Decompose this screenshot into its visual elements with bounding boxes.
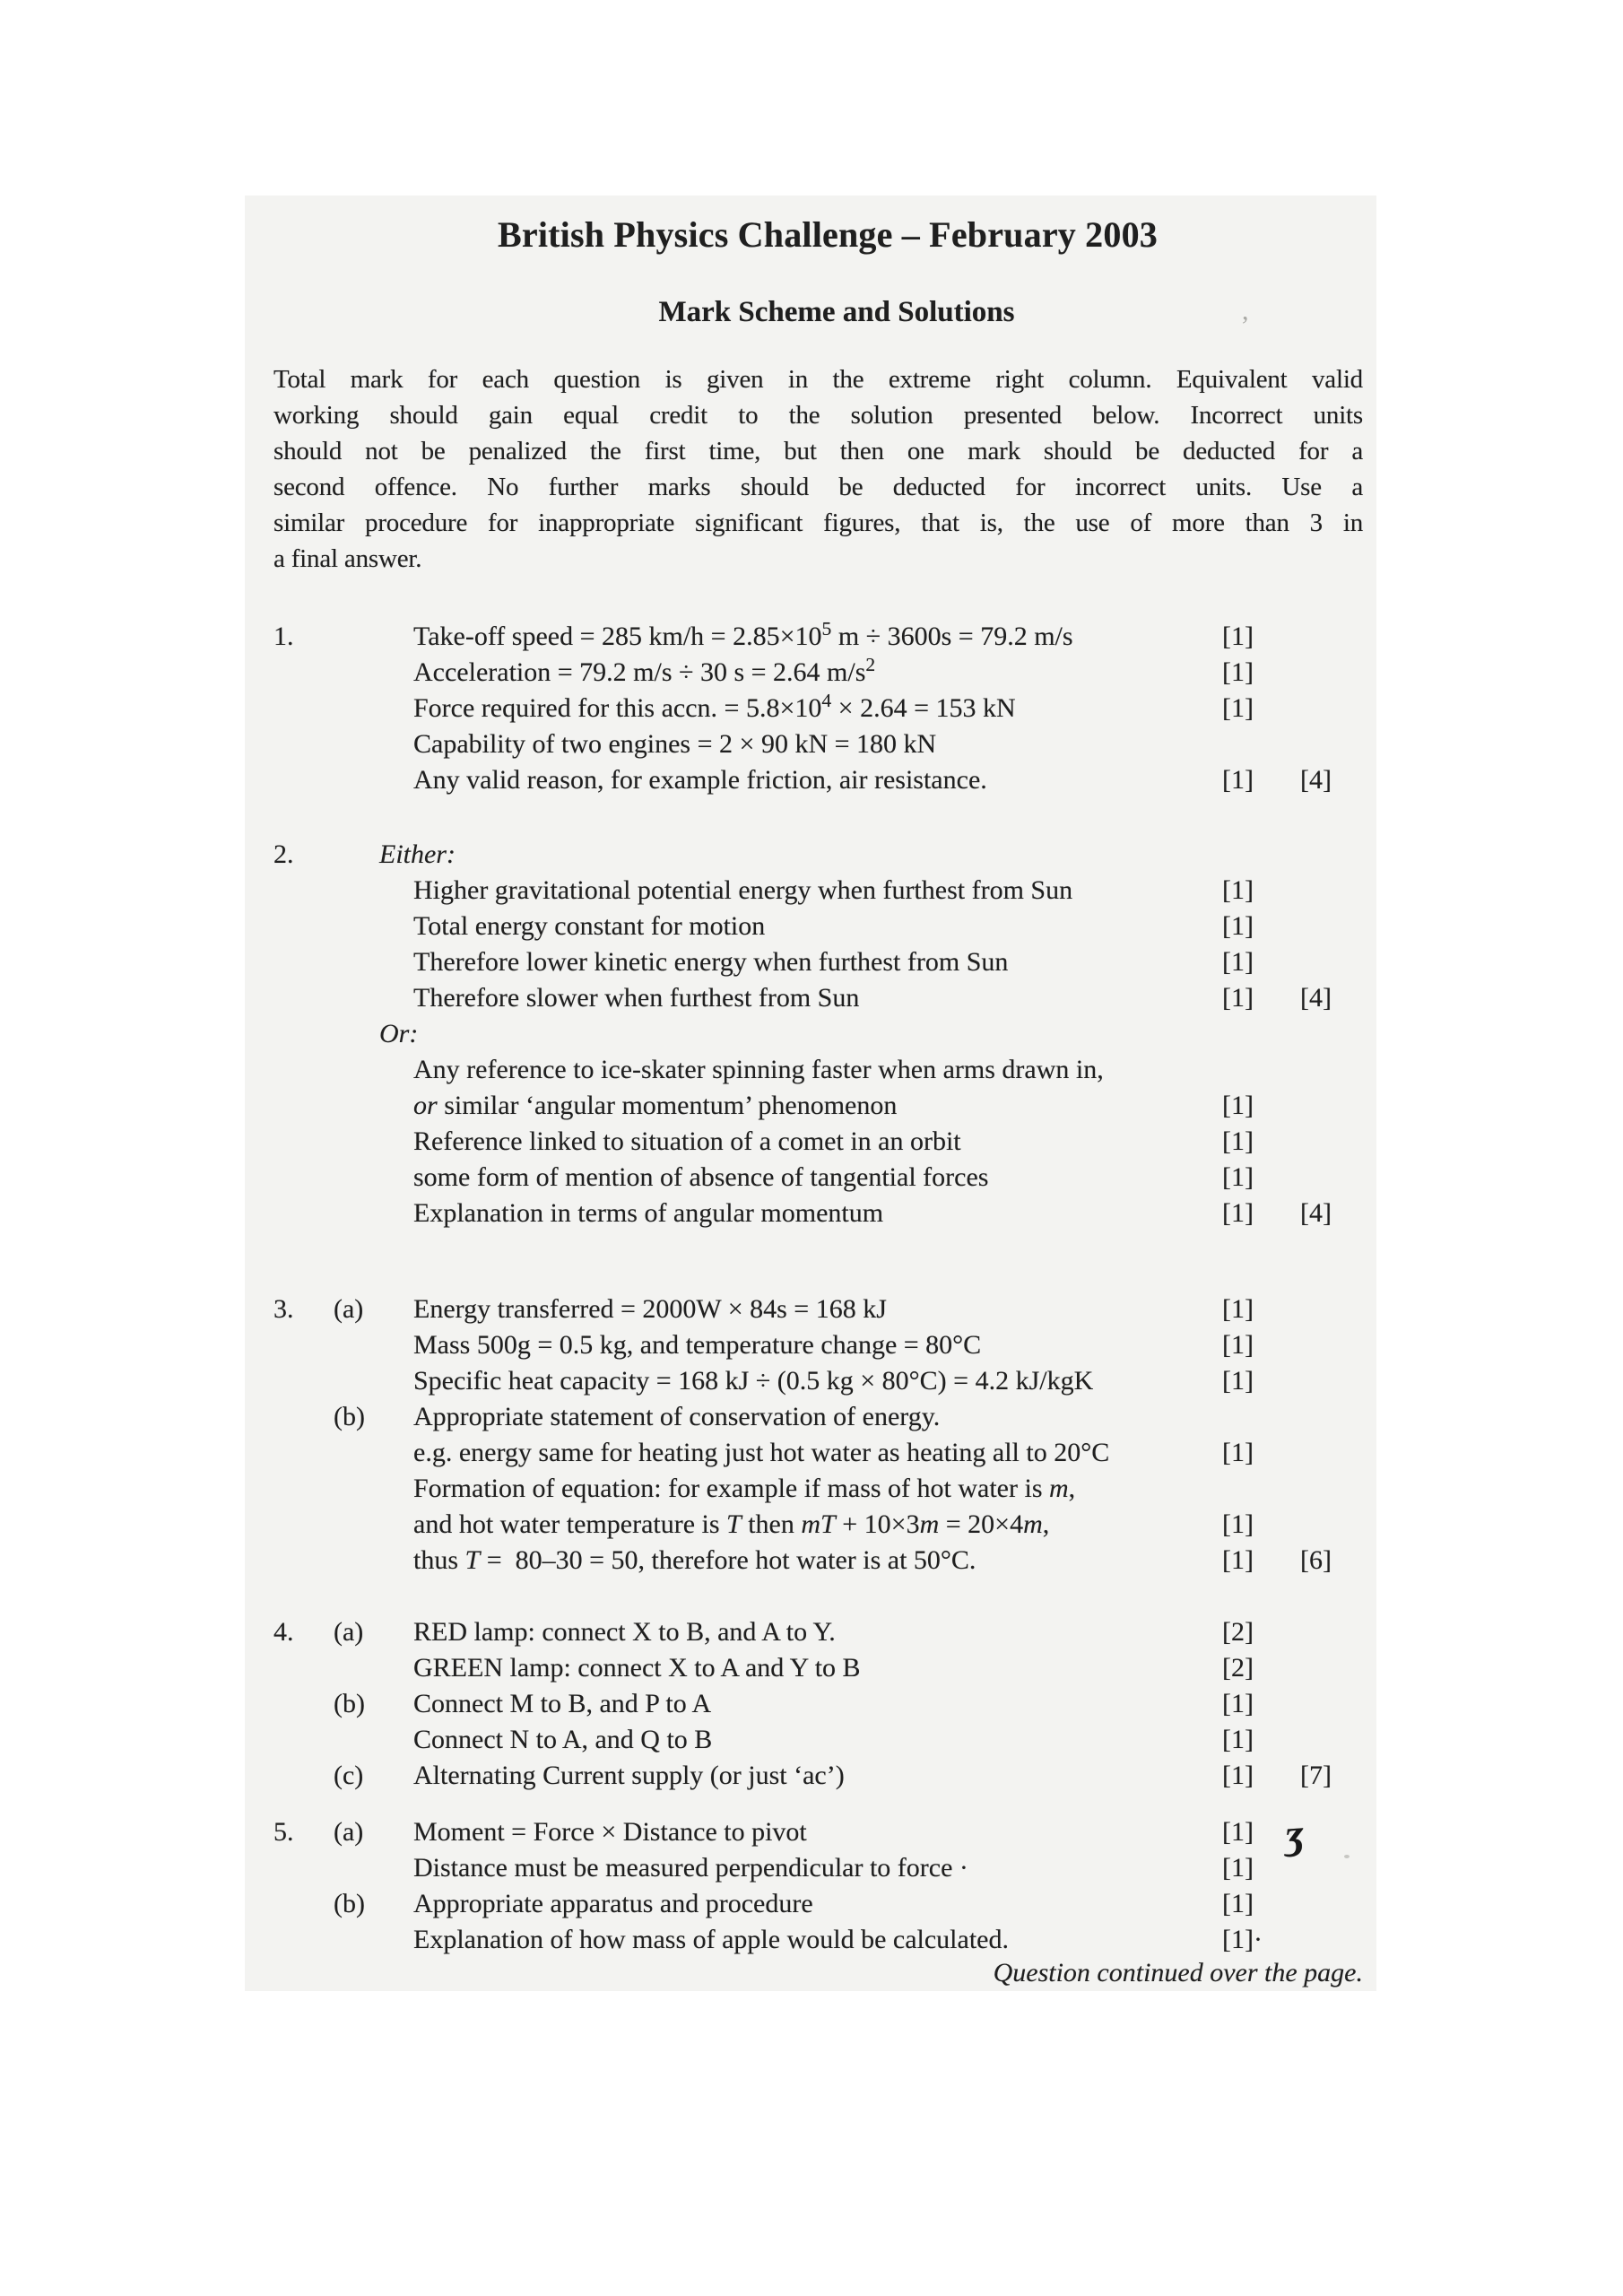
mark-total: [6] bbox=[1300, 1545, 1332, 1575]
mark-per-item: [1] bbox=[1222, 1509, 1254, 1539]
part-letter bbox=[334, 655, 413, 691]
solution-row bbox=[273, 1886, 1363, 1922]
question-number bbox=[273, 1686, 334, 1722]
text-segment: Total energy constant for motion bbox=[413, 911, 766, 941]
mark-total bbox=[1300, 1363, 1363, 1399]
italic-symbol: m bbox=[1049, 1474, 1069, 1503]
mark-total bbox=[1300, 726, 1363, 762]
text-segment: Take-off speed = 285 km/h = 2.85×10 bbox=[413, 622, 822, 651]
solution-text bbox=[413, 1886, 1222, 1922]
solution-row bbox=[273, 726, 1363, 762]
solution-row bbox=[273, 1850, 1363, 1886]
part-letter bbox=[334, 1507, 413, 1543]
mark-per-item: [1] bbox=[1222, 911, 1254, 941]
solution-row bbox=[273, 619, 1363, 655]
intro-line: working should gain equal credit to the solution presented below. Incorrect units bbox=[273, 401, 1363, 430]
alternative-label: Either: bbox=[379, 839, 456, 869]
part-letter bbox=[334, 762, 413, 798]
mark-per-item bbox=[1222, 1399, 1300, 1435]
question-block bbox=[273, 1810, 1363, 1958]
text-segment: m ÷ 3600s = 79.2 m/s bbox=[831, 622, 1073, 651]
mark-per-item bbox=[1222, 837, 1300, 873]
part-letter bbox=[334, 1922, 413, 1958]
question-number bbox=[273, 1124, 334, 1160]
mark-total bbox=[1300, 1507, 1363, 1543]
text-segment: Alternating Current supply (or just ‘ac’) bbox=[413, 1761, 845, 1790]
text-segment: Specific heat capacity = 168 kJ ÷ (0.5 kg × 80°C) = 4.2 kJ/kgK bbox=[413, 1366, 1094, 1396]
question-block bbox=[273, 619, 1363, 798]
question-number: 2. bbox=[273, 839, 294, 869]
part-letter bbox=[334, 1650, 413, 1686]
solution-row bbox=[273, 1124, 1363, 1160]
solution-row bbox=[273, 1435, 1363, 1471]
mark-per-item: [1] bbox=[1222, 983, 1254, 1013]
mark-per-item: [1] bbox=[1222, 1091, 1254, 1120]
solution-text bbox=[413, 944, 1222, 980]
italic-symbol: or bbox=[413, 1091, 438, 1120]
solution-text bbox=[413, 1196, 1222, 1231]
part-letter: (b) bbox=[334, 1689, 365, 1718]
solution-text bbox=[413, 1722, 1222, 1758]
question-number bbox=[273, 1016, 334, 1052]
text-segment: Explanation in terms of angular momentum bbox=[413, 1198, 884, 1228]
mark-total bbox=[1300, 1650, 1363, 1686]
mark-per-item: [1]· bbox=[1222, 1925, 1263, 1954]
solution-text bbox=[413, 1088, 1222, 1124]
intro-line: similar procedure for inappropriate significant figures, that is, the use of more than 3 in bbox=[273, 509, 1363, 537]
part-letter bbox=[334, 1327, 413, 1363]
part-letter: (b) bbox=[334, 1402, 365, 1431]
part-letter: (a) bbox=[334, 1294, 364, 1324]
solution-row bbox=[273, 655, 1363, 691]
document-subtitle: Mark Scheme and Solutions bbox=[658, 296, 1015, 328]
text-segment: similar ‘angular momentum’ phenomenon bbox=[437, 1091, 898, 1120]
solution-row bbox=[273, 944, 1363, 980]
question-number bbox=[273, 1435, 334, 1471]
text-segment: thus bbox=[413, 1545, 465, 1575]
solution-row bbox=[273, 980, 1363, 1016]
solution-row bbox=[273, 1292, 1363, 1327]
solution-text bbox=[413, 1507, 1222, 1543]
part-letter bbox=[334, 1850, 413, 1886]
question-number bbox=[273, 655, 334, 691]
mark-total bbox=[1300, 944, 1363, 980]
part-letter bbox=[334, 619, 413, 655]
mark-total bbox=[1300, 691, 1363, 726]
mark-per-item: [1] bbox=[1222, 1853, 1254, 1883]
solution-text bbox=[413, 1363, 1222, 1399]
text-segment: Mass 500g = 0.5 kg, and temperature change = 80°C bbox=[413, 1330, 982, 1360]
mark-total bbox=[1300, 1016, 1363, 1052]
continued-note: Question continued over the page. bbox=[993, 1958, 1363, 1987]
part-letter bbox=[334, 980, 413, 1016]
solution-row bbox=[273, 1814, 1363, 1850]
mark-total: [4] bbox=[1300, 1198, 1332, 1228]
intro-line: Total mark for each question is given in the extreme right column. Equivalent valid bbox=[273, 365, 1363, 394]
mark-per-item: [1] bbox=[1222, 622, 1254, 651]
text-segment: Capability of two engines = 2 × 90 kN = 180 kN bbox=[413, 729, 937, 759]
question-number bbox=[273, 1886, 334, 1922]
question-number bbox=[273, 909, 334, 944]
text-segment: Explanation of how mass of apple would be calculated. bbox=[413, 1925, 1009, 1954]
mark-total bbox=[1300, 1886, 1363, 1922]
mark-total bbox=[1300, 1292, 1363, 1327]
solution-text bbox=[413, 1814, 1222, 1850]
mark-per-item bbox=[1222, 1016, 1300, 1052]
part-letter bbox=[334, 1160, 413, 1196]
mark-total bbox=[1300, 837, 1363, 873]
alternative-label: Or: bbox=[379, 1019, 419, 1048]
question-block bbox=[273, 1614, 1363, 1794]
intro-line: second offence. No further marks should be deducted for incorrect units. Use a bbox=[273, 473, 1363, 501]
question-number bbox=[273, 726, 334, 762]
mark-per-item: [1] bbox=[1222, 1817, 1254, 1847]
question-number bbox=[273, 980, 334, 1016]
part-letter: (c) bbox=[334, 1761, 364, 1790]
solution-text bbox=[413, 1124, 1222, 1160]
solution-row bbox=[273, 909, 1363, 944]
mark-total bbox=[1300, 1614, 1363, 1650]
mark-total bbox=[1300, 1686, 1363, 1722]
text-segment: Force required for this accn. = 5.8×10 bbox=[413, 693, 822, 723]
part-letter: (a) bbox=[334, 1617, 364, 1647]
mark-per-item: [1] bbox=[1222, 1126, 1254, 1156]
text-segment: RED lamp: connect X to B, and A to Y. bbox=[413, 1617, 836, 1647]
mark-per-item bbox=[1222, 1052, 1300, 1088]
text-segment: , bbox=[1042, 1509, 1050, 1539]
solution-row bbox=[273, 1196, 1363, 1231]
text-segment: Connect M to B, and P to A bbox=[413, 1689, 712, 1718]
text-segment: then bbox=[741, 1509, 802, 1539]
mark-total: [4] bbox=[1300, 765, 1332, 795]
question-number bbox=[273, 1196, 334, 1231]
mark-per-item: [1] bbox=[1222, 693, 1254, 723]
question-number bbox=[273, 944, 334, 980]
document-title: British Physics Challenge – February 2003 bbox=[498, 214, 1158, 255]
solution-text bbox=[413, 1292, 1222, 1327]
solution-row bbox=[273, 837, 1363, 873]
mark-per-item: [1] bbox=[1222, 1689, 1254, 1718]
question-number bbox=[273, 1327, 334, 1363]
mark-total bbox=[1300, 1399, 1363, 1435]
superscript: 2 bbox=[865, 654, 876, 675]
intro-line: should not be penalized the first time, but then one mark should be deducted for a bbox=[273, 437, 1363, 465]
solution-row bbox=[273, 1363, 1363, 1399]
mark-total: [4] bbox=[1300, 983, 1332, 1013]
mark-per-item: [1] bbox=[1222, 1545, 1254, 1575]
mark-total bbox=[1300, 873, 1363, 909]
solution-text bbox=[413, 1327, 1222, 1363]
text-segment: Connect N to A, and Q to B bbox=[413, 1725, 713, 1754]
solution-text bbox=[413, 1471, 1222, 1507]
mark-total bbox=[1300, 619, 1363, 655]
solution-text bbox=[413, 762, 1222, 798]
question-number bbox=[273, 691, 334, 726]
solution-row bbox=[273, 691, 1363, 726]
mark-per-item: [1] bbox=[1222, 1889, 1254, 1918]
solution-text bbox=[413, 1614, 1222, 1650]
questions-list bbox=[273, 196, 1363, 1991]
solution-row bbox=[273, 1016, 1363, 1052]
mark-total bbox=[1300, 1160, 1363, 1196]
mark-per-item bbox=[1222, 1471, 1300, 1507]
question-number bbox=[273, 1543, 334, 1578]
part-letter bbox=[334, 1435, 413, 1471]
text-segment: + 10×3 bbox=[835, 1509, 920, 1539]
solution-row bbox=[273, 1686, 1363, 1722]
solution-row bbox=[273, 1088, 1363, 1124]
solution-row bbox=[273, 1614, 1363, 1650]
solution-row bbox=[273, 1922, 1363, 1958]
question-number: 3. bbox=[273, 1294, 294, 1324]
text-segment: some form of mention of absence of tangential forces bbox=[413, 1162, 989, 1192]
question-number bbox=[273, 1922, 334, 1958]
question-number bbox=[273, 1363, 334, 1399]
solution-text bbox=[413, 909, 1222, 944]
text-segment: Appropriate apparatus and procedure bbox=[413, 1889, 813, 1918]
mark-per-item: [1] bbox=[1222, 1198, 1254, 1228]
text-segment: e.g. energy same for heating just hot water as heating all to 20°C bbox=[413, 1438, 1110, 1467]
text-segment: , bbox=[1068, 1474, 1076, 1503]
mark-total bbox=[1300, 1722, 1363, 1758]
solution-row bbox=[273, 1650, 1363, 1686]
question-number bbox=[273, 1052, 334, 1088]
italic-symbol: mT bbox=[801, 1509, 836, 1539]
mark-per-item: [1] bbox=[1222, 1761, 1254, 1790]
text-segment: = 20×4 bbox=[939, 1509, 1024, 1539]
solution-text bbox=[413, 873, 1222, 909]
question-number bbox=[273, 1399, 334, 1435]
italic-symbol: m bbox=[1023, 1509, 1043, 1539]
solution-row bbox=[273, 762, 1363, 798]
mark-total bbox=[1300, 1124, 1363, 1160]
mark-per-item: [1] bbox=[1222, 765, 1254, 795]
mark-total bbox=[1300, 1814, 1363, 1850]
solution-text bbox=[413, 1399, 1222, 1435]
solution-text bbox=[413, 726, 1222, 762]
text-segment: Distance must be measured perpendicular to force · bbox=[413, 1853, 968, 1883]
mark-per-item: [1] bbox=[1222, 875, 1254, 905]
mark-per-item: [1] bbox=[1222, 1330, 1254, 1360]
question-number bbox=[273, 1758, 334, 1794]
mark-total: [7] bbox=[1300, 1761, 1332, 1790]
question-number bbox=[273, 1088, 334, 1124]
mark-total bbox=[1300, 1471, 1363, 1507]
solution-row bbox=[273, 1758, 1363, 1794]
part-letter bbox=[334, 1471, 413, 1507]
question-number bbox=[273, 762, 334, 798]
solution-row bbox=[273, 1052, 1363, 1088]
solution-text bbox=[413, 619, 1222, 655]
mark-per-item: [1] bbox=[1222, 1162, 1254, 1192]
mark-per-item: [2] bbox=[1222, 1617, 1254, 1647]
part-letter bbox=[334, 1052, 413, 1088]
superscript: 4 bbox=[821, 690, 832, 711]
mark-per-item: [2] bbox=[1222, 1653, 1254, 1683]
question-block bbox=[273, 1292, 1363, 1578]
solution-text bbox=[413, 1650, 1222, 1686]
italic-symbol: T bbox=[726, 1509, 742, 1539]
mark-total bbox=[1300, 1327, 1363, 1363]
mark-per-item: [1] bbox=[1222, 1725, 1254, 1754]
text-segment: Higher gravitational potential energy when furthest from Sun bbox=[413, 875, 1073, 905]
solution-text bbox=[413, 980, 1222, 1016]
intro-line: a final answer. bbox=[273, 544, 422, 573]
part-letter: (b) bbox=[334, 1889, 365, 1918]
text-segment: × 2.64 = 153 kN bbox=[831, 693, 1016, 723]
solution-row bbox=[273, 1471, 1363, 1507]
mark-total bbox=[1300, 1052, 1363, 1088]
text-segment: Any valid reason, for example friction, air resistance. bbox=[413, 765, 987, 795]
solution-row bbox=[273, 1543, 1363, 1578]
scan-stray-mark: , bbox=[1242, 296, 1249, 326]
mark-per-item: [1] bbox=[1222, 1294, 1254, 1324]
solution-row bbox=[273, 1160, 1363, 1196]
text-segment: Appropriate statement of conservation of energy. bbox=[413, 1402, 941, 1431]
part-letter bbox=[334, 873, 413, 909]
mark-total bbox=[1300, 1922, 1363, 1958]
question-number: 1. bbox=[273, 622, 294, 651]
part-letter bbox=[334, 909, 413, 944]
text-segment: Moment = Force × Distance to pivot bbox=[413, 1817, 807, 1847]
part-letter bbox=[334, 1363, 413, 1399]
text-segment: Any reference to ice-skater spinning faster when arms drawn in, bbox=[413, 1055, 1104, 1084]
question-number bbox=[273, 873, 334, 909]
mark-total bbox=[1300, 909, 1363, 944]
mark-total bbox=[1300, 1088, 1363, 1124]
solution-text bbox=[413, 1052, 1222, 1088]
part-letter bbox=[334, 691, 413, 726]
solution-text bbox=[413, 1850, 1222, 1886]
question-number bbox=[273, 1722, 334, 1758]
part-letter bbox=[334, 1722, 413, 1758]
part-letter bbox=[334, 1124, 413, 1160]
superscript: 5 bbox=[821, 618, 832, 639]
part-letter bbox=[334, 1088, 413, 1124]
question-number bbox=[273, 1471, 334, 1507]
solution-text bbox=[413, 1922, 1222, 1958]
question-number: 4. bbox=[273, 1617, 294, 1647]
mark-total bbox=[1300, 655, 1363, 691]
solution-text bbox=[413, 1758, 1222, 1794]
part-letter bbox=[334, 1196, 413, 1231]
text-segment: = 80–30 = 50, therefore hot water is at 50°C. bbox=[480, 1545, 976, 1575]
solution-row bbox=[273, 873, 1363, 909]
solution-text bbox=[413, 1160, 1222, 1196]
italic-symbol: m bbox=[919, 1509, 940, 1539]
text-segment: GREEN lamp: connect X to A and Y to B bbox=[413, 1653, 861, 1683]
solution-row bbox=[273, 1327, 1363, 1363]
solution-text bbox=[413, 655, 1222, 691]
solution-text bbox=[413, 1686, 1222, 1722]
mark-per-item bbox=[1222, 726, 1300, 762]
question-number: 5. bbox=[273, 1817, 294, 1847]
question-number bbox=[273, 1650, 334, 1686]
italic-symbol: T bbox=[464, 1545, 481, 1575]
question-number bbox=[273, 1850, 334, 1886]
solution-text bbox=[413, 1435, 1222, 1471]
solution-text bbox=[413, 1543, 1222, 1578]
mark-per-item: [1] bbox=[1222, 657, 1254, 687]
text-segment: Therefore lower kinetic energy when furthest from Sun bbox=[413, 947, 1009, 977]
text-segment: Acceleration = 79.2 m/s ÷ 30 s = 2.64 m/s bbox=[413, 657, 866, 687]
part-letter: (a) bbox=[334, 1817, 364, 1847]
part-letter bbox=[334, 726, 413, 762]
text-segment: Reference linked to situation of a comet in an orbit bbox=[413, 1126, 961, 1156]
solution-row bbox=[273, 1722, 1363, 1758]
scan-speck bbox=[1344, 1855, 1350, 1858]
solution-row bbox=[273, 1399, 1363, 1435]
mark-per-item: [1] bbox=[1222, 1438, 1254, 1467]
solution-row bbox=[273, 1507, 1363, 1543]
text-segment: Formation of equation: for example if mass of hot water is bbox=[413, 1474, 1049, 1503]
text-segment: and hot water temperature is bbox=[413, 1509, 727, 1539]
handwritten-pen-mark: ʒ bbox=[1283, 1810, 1306, 1857]
text-segment: Energy transferred = 2000W × 84s = 168 kJ bbox=[413, 1294, 887, 1324]
solution-text bbox=[413, 691, 1222, 726]
question-number bbox=[273, 1160, 334, 1196]
question-number bbox=[273, 1507, 334, 1543]
text-segment: Therefore slower when furthest from Sun bbox=[413, 983, 860, 1013]
mark-total bbox=[1300, 1850, 1363, 1886]
mark-total bbox=[1300, 1435, 1363, 1471]
question-block bbox=[273, 837, 1363, 1231]
document-page bbox=[245, 196, 1376, 1991]
part-letter bbox=[334, 1543, 413, 1578]
part-letter bbox=[334, 944, 413, 980]
mark-per-item: [1] bbox=[1222, 947, 1254, 977]
mark-per-item: [1] bbox=[1222, 1366, 1254, 1396]
